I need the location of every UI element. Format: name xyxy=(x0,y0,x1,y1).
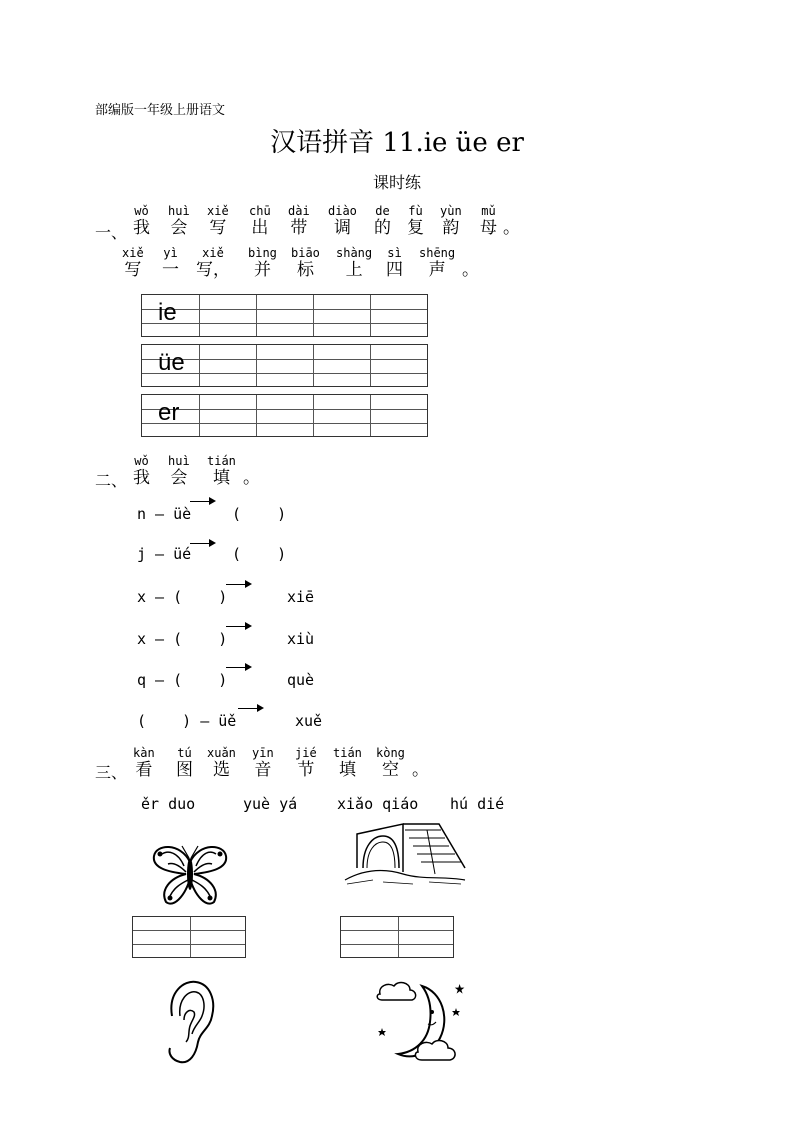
pinyin xyxy=(462,246,479,260)
ruby-char xyxy=(407,204,424,238)
hanzi: 母 xyxy=(480,218,497,238)
hanzi: 调 xyxy=(333,218,351,238)
ruby-char xyxy=(207,454,236,488)
hanzi: 节 xyxy=(297,760,315,780)
hanzi: 。 xyxy=(243,468,260,488)
page-subtitle: 课时练 xyxy=(372,173,421,192)
pinyin: chū xyxy=(249,204,271,218)
hanzi: 写， xyxy=(196,260,230,280)
pinyin: kàn xyxy=(133,746,155,760)
pinyin: wǒ xyxy=(134,454,149,468)
fill-row-5-result: què xyxy=(287,671,315,689)
ruby-char xyxy=(168,204,190,238)
hanzi: 一 xyxy=(162,260,179,280)
arrow-icon xyxy=(226,626,250,627)
ruby-char xyxy=(168,454,190,488)
ruby-char xyxy=(376,746,405,780)
hanzi: 写 xyxy=(124,260,142,280)
hanzi: 看 xyxy=(135,760,153,780)
writing-grid-er[interactable] xyxy=(141,394,428,437)
pinyin: xiě xyxy=(122,246,144,260)
pinyin: xiě xyxy=(202,246,224,260)
hanzi: 图 xyxy=(176,760,193,780)
hanzi: 声 xyxy=(428,260,446,280)
pinyin xyxy=(412,746,429,760)
answer-grid-2[interactable] xyxy=(340,916,454,958)
hanzi: 写 xyxy=(209,218,227,238)
writing-grid-üe[interactable] xyxy=(141,344,428,387)
hanzi: 带 xyxy=(290,218,308,238)
butterfly-icon xyxy=(150,842,230,908)
page-title: 汉语拼音 11.ie üe er xyxy=(270,128,524,158)
ruby-char xyxy=(328,204,357,238)
ruby-char xyxy=(440,204,462,238)
fill-row-1-left: n — üè xyxy=(137,505,192,523)
pinyin: fù xyxy=(408,204,423,218)
section2-number: 二、 xyxy=(95,471,128,490)
fill-row-4-left[interactable]: x — ( ) xyxy=(137,630,228,648)
answer-grid-1[interactable] xyxy=(132,916,246,958)
writing-grid-ie[interactable] xyxy=(141,294,428,337)
pinyin: de xyxy=(375,204,390,218)
grid-sample-final: ie xyxy=(158,299,177,326)
pinyin: mǔ xyxy=(481,204,496,218)
hanzi: 。 xyxy=(412,760,429,780)
pinyin xyxy=(503,204,520,218)
ruby-char xyxy=(133,454,150,488)
ruby-char xyxy=(248,246,277,280)
ruby-char xyxy=(122,246,144,280)
hanzi: 空 xyxy=(381,760,399,780)
pinyin: jié xyxy=(295,746,317,760)
hanzi: 标 xyxy=(296,260,314,280)
arrow-icon xyxy=(226,584,250,585)
hanzi: 出 xyxy=(251,218,269,238)
fill-row-4-result: xiù xyxy=(287,630,315,648)
hanzi: 。 xyxy=(462,260,479,280)
ruby-char xyxy=(386,246,403,280)
fill-row-6-result: xuě xyxy=(295,712,323,730)
ruby-char xyxy=(196,246,230,280)
hanzi: 选 xyxy=(212,760,230,780)
ruby-char xyxy=(288,204,310,238)
option-4: hú dié xyxy=(450,795,505,813)
hanzi: 四 xyxy=(386,260,403,280)
ruby-char xyxy=(333,746,362,780)
pinyin: bìng xyxy=(248,246,277,260)
ruby-char xyxy=(133,746,155,780)
hanzi: 韵 xyxy=(442,218,460,238)
fill-row-6-left[interactable]: ( ) — üě xyxy=(137,712,237,730)
option-2: yuè yá xyxy=(243,795,298,813)
pinyin: kòng xyxy=(376,746,405,760)
hanzi: 的 xyxy=(374,218,391,238)
fill-row-3-left[interactable]: x — ( ) xyxy=(137,588,228,606)
arrow-icon xyxy=(190,501,214,502)
pinyin: tián xyxy=(333,746,362,760)
pinyin: diào xyxy=(328,204,357,218)
fill-row-5-left[interactable]: q — ( ) xyxy=(137,671,228,689)
ruby-char xyxy=(412,746,429,780)
hanzi: 填 xyxy=(338,760,356,780)
pinyin: shàng xyxy=(336,246,373,260)
ear-icon xyxy=(162,978,218,1066)
pinyin: yì xyxy=(163,246,178,260)
ruby-char xyxy=(207,204,229,238)
hanzi: 。 xyxy=(503,218,520,238)
option-3: xiǎo qiáo xyxy=(337,795,419,813)
hanzi: 会 xyxy=(170,218,188,238)
ruby-char xyxy=(374,204,391,238)
pinyin: tián xyxy=(207,454,236,468)
arrow-icon xyxy=(190,543,214,544)
pinyin: tú xyxy=(177,746,192,760)
pinyin: biāo xyxy=(291,246,320,260)
hanzi: 填 xyxy=(212,468,230,488)
pinyin: dài xyxy=(288,204,310,218)
pinyin: huì xyxy=(168,454,190,468)
arrow-icon xyxy=(226,667,250,668)
grid-sample-final: er xyxy=(158,399,180,426)
fill-row-1-blank[interactable]: ( ) xyxy=(232,505,287,523)
hanzi: 复 xyxy=(407,218,424,238)
ruby-char xyxy=(133,204,150,238)
hanzi: 音 xyxy=(254,760,272,780)
hanzi: 上 xyxy=(345,260,363,280)
fill-row-2-left: j — üé xyxy=(137,545,192,563)
pinyin: wǒ xyxy=(134,204,149,218)
moon-icon xyxy=(372,978,468,1068)
pinyin: shēng xyxy=(419,246,456,260)
hanzi: 我 xyxy=(133,218,150,238)
ruby-char xyxy=(291,246,320,280)
arrow-icon xyxy=(238,708,262,709)
pinyin: xiě xyxy=(207,204,229,218)
ruby-char xyxy=(503,204,520,238)
pinyin: yīn xyxy=(252,746,274,760)
pinyin: xuǎn xyxy=(207,746,236,760)
hanzi: 会 xyxy=(170,468,188,488)
grid-sample-final: üe xyxy=(158,349,185,376)
ruby-char xyxy=(419,246,455,280)
ruby-char xyxy=(462,246,479,280)
ruby-char xyxy=(176,746,193,780)
hanzi: 并 xyxy=(253,260,271,280)
fill-row-3-result: xiē xyxy=(287,588,315,606)
ruby-char xyxy=(295,746,317,780)
ruby-char xyxy=(480,204,497,238)
pinyin: huì xyxy=(168,204,190,218)
ruby-char xyxy=(336,246,372,280)
fill-row-2-blank[interactable]: ( ) xyxy=(232,545,287,563)
pinyin: yùn xyxy=(440,204,462,218)
ruby-char xyxy=(162,246,179,280)
pinyin: sì xyxy=(387,246,402,260)
ruby-char xyxy=(243,454,260,488)
ruby-char xyxy=(207,746,236,780)
bridge-icon xyxy=(343,820,467,888)
ruby-char xyxy=(252,746,274,780)
pinyin xyxy=(243,454,260,468)
header-note: 部编版一年级上册语文 xyxy=(95,103,226,118)
ruby-char xyxy=(249,204,271,238)
section1-number: 一、 xyxy=(95,223,128,242)
hanzi: 我 xyxy=(133,468,150,488)
option-1: ěr duo xyxy=(141,795,196,813)
section3-number: 三、 xyxy=(95,763,128,782)
